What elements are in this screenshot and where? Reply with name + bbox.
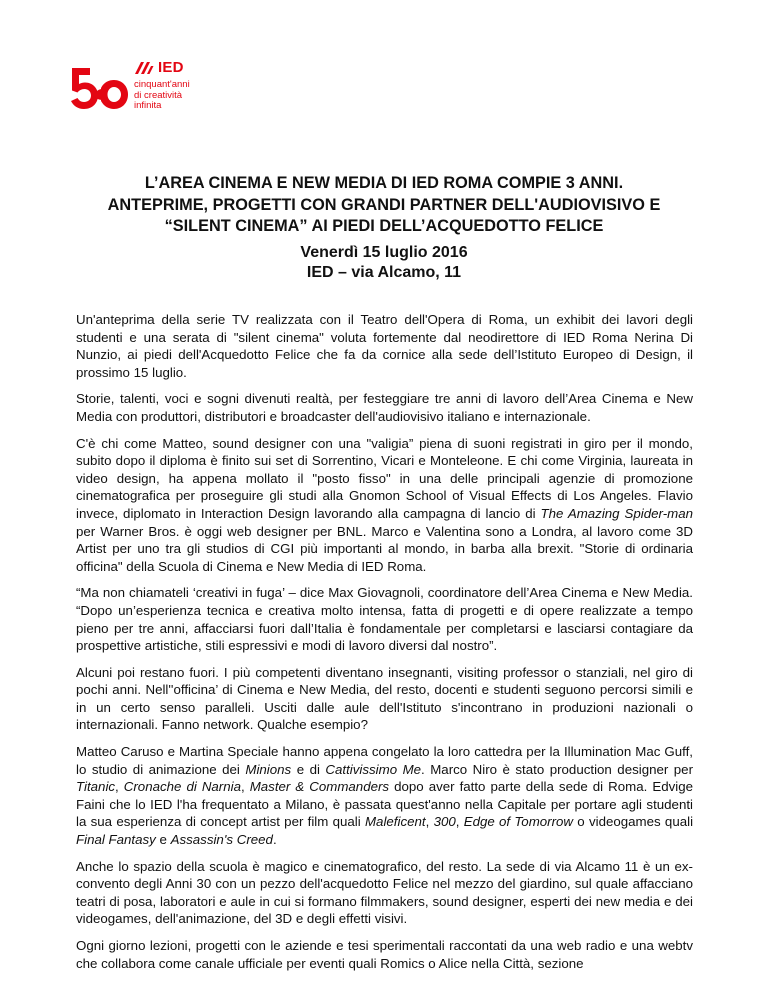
ied-emblem-icon bbox=[134, 61, 154, 75]
game-title: Final Fantasy bbox=[76, 832, 156, 848]
film-title: The Amazing Spider-man bbox=[540, 505, 693, 521]
text-run: o videogames quali bbox=[573, 814, 694, 830]
film-title: Cronache di Narnia bbox=[123, 779, 241, 795]
text-run: , bbox=[425, 814, 434, 830]
ied-brand-text: IED bbox=[158, 59, 184, 76]
game-title: Assassin's Creed bbox=[170, 832, 273, 848]
logo-tagline-line: infinita bbox=[134, 100, 162, 111]
fifty-years-logo-icon bbox=[68, 58, 130, 120]
film-title: Titanic bbox=[76, 779, 116, 795]
article-body bbox=[76, 311, 693, 972]
headline-line: ANTEPRIME, PROGETTI CON GRANDI PARTNER DELL'AUDIOVISIVO E bbox=[107, 195, 661, 214]
text-run: C'è chi come Matteo, sound designer con una "valigia” piena di suoni registrati in giro per il mondo, subito dopo il diploma è finito sui set di Sorrentino, Vicari e Monteleone. E chi come Virginia, laureata in video design, ha appena mollato il "posto fisso" in una delle principali agenzie di promozione cinematografica per proseguire gli studi alla Gnomon School of Visual Effects di Los Angeles. Flavio invece, diplomato in Interaction Design lavorando alla campagna di lancio di bbox=[76, 435, 693, 521]
text-run: e bbox=[155, 832, 171, 848]
event-date: Venerdì 15 luglio 2016 bbox=[300, 244, 468, 261]
text-run: , bbox=[455, 814, 464, 830]
event-info bbox=[40, 243, 728, 283]
logo-tagline-line: cinquant'anni bbox=[134, 79, 190, 90]
paragraph bbox=[76, 435, 693, 576]
event-location: IED – via Alcamo, 11 bbox=[306, 264, 462, 281]
logo-tagline bbox=[134, 80, 190, 112]
film-title: 300 bbox=[433, 814, 456, 830]
headline-line: L’AREA CINEMA E NEW MEDIA DI IED ROMA COMPIE 3 ANNI. bbox=[144, 174, 624, 192]
text-run: per Warner Bros. è oggi web designer per BNL. Marco e Valentina sono a Londra, al lavoro come 3D Artist per uno tra gli studios di CGI più importanti al mondo, in barba alla brexit. "Storie di ordinaria officina" della Scuola di Cinema e New Media di IED Roma. bbox=[76, 523, 693, 574]
text-run: dopo aver fatto parte della sede di Roma. Edvige Faini che lo IED l'ha frequentato a Milano, è passata quest'anno nella Capitale per portare agli studenti la sua esperienza di concept artist per film quali bbox=[76, 779, 693, 830]
text-run: , bbox=[240, 779, 250, 795]
paragraph: Storie, talenti, voci e sogni divenuti realtà, per festeggiare tre anni di lavoro dell’Area Cinema e New Media con produttori, distributori e broadcaster dell'audiovisivo italiano e internazionale. bbox=[76, 391, 693, 424]
logo-tagline-line: di creatività bbox=[134, 89, 183, 101]
paragraph: Ogni giorno lezioni, progetti con le aziende e tesi sperimentali raccontati da una web radio e una webtv che collabora come canale ufficiale per eventi quali Romics o Alice nella Città, sezione bbox=[76, 938, 693, 971]
paragraph: Alcuni poi restano fuori. I più competenti diventano insegnanti, visiting professor o stanziali, nel giro di pochi anni. Nell''officina’ di Cinema e New Media, del resto, docenti e studenti seguono percorsi simili e in un certo senso paralleli. Usciti dalle aule dell'Istituto s'incontrano in produzioni nazionali o internazionali. Fanno network. Qualche esempio? bbox=[76, 664, 693, 733]
film-title: Edge of Tomorrow bbox=[463, 814, 574, 830]
press-release-headline bbox=[40, 173, 728, 238]
paragraph: “Ma non chiamateli ‘creativi in fuga’ – dice Max Giovagnoli, coordinatore dell’Area Cinema e New Media. “Dopo un’esperienza tecnica e creativa molto intensa, fatta di progetti e di opere realizzate a tempo pieno per tre anni, affacciarsi fuori dall’Italia è fondamentale per completarsi e lasciarsi contagiare da prospettive artistiche, stili espressivi e modi di lavoro diversi dal nostro”. bbox=[76, 585, 693, 654]
paragraph bbox=[76, 743, 693, 849]
text-run: . bbox=[272, 832, 277, 848]
ied-wordmark bbox=[134, 60, 184, 75]
headline-line: “SILENT CINEMA” AI PIEDI DELL’ACQUEDOTTO FELICE bbox=[164, 217, 604, 235]
paragraph: Un'anteprima della serie TV realizzata con il Teatro dell'Opera di Roma, un exhibit dei lavori degli studenti e una serata di "silent cinema" voluta fortemente dal neodirettore di IED Roma Nerina Di Nunzio, ai piedi dell'Acquedotto Felice che fa da cornice alla sede dell’Istituto Europeo di Design, il prossimo 15 luglio. bbox=[76, 312, 693, 380]
film-title: Master & Commanders bbox=[249, 779, 390, 795]
text-run: . Marco Niro è stato production designer per bbox=[421, 761, 694, 777]
film-title: Cattivissimo Me bbox=[325, 761, 422, 777]
film-title: Maleficent bbox=[364, 814, 426, 830]
film-title: Minions bbox=[245, 761, 292, 777]
text-run: , bbox=[115, 779, 124, 795]
text-run: e di bbox=[291, 761, 326, 777]
text-run: Matteo Caruso e Martina Speciale hanno appena congelato la loro cattedra per la Illumination Mac Guff, lo studio di animazione dei bbox=[76, 744, 693, 777]
ied-logo bbox=[68, 58, 218, 120]
paragraph: Anche lo spazio della scuola è magico e cinematografico, del resto. La sede di via Alcamo 11 è un ex-convento degli Anni 30 con un pezzo dell'acquedotto Felice nel mezzo del giardino, sul quale affacciano teatri di posa, laboratori e aule in cui si formano filmmakers, sound designer, esperti dei new media e dei videogames, dell'animazione, del 3D e degli effetti visivi. bbox=[76, 858, 693, 927]
